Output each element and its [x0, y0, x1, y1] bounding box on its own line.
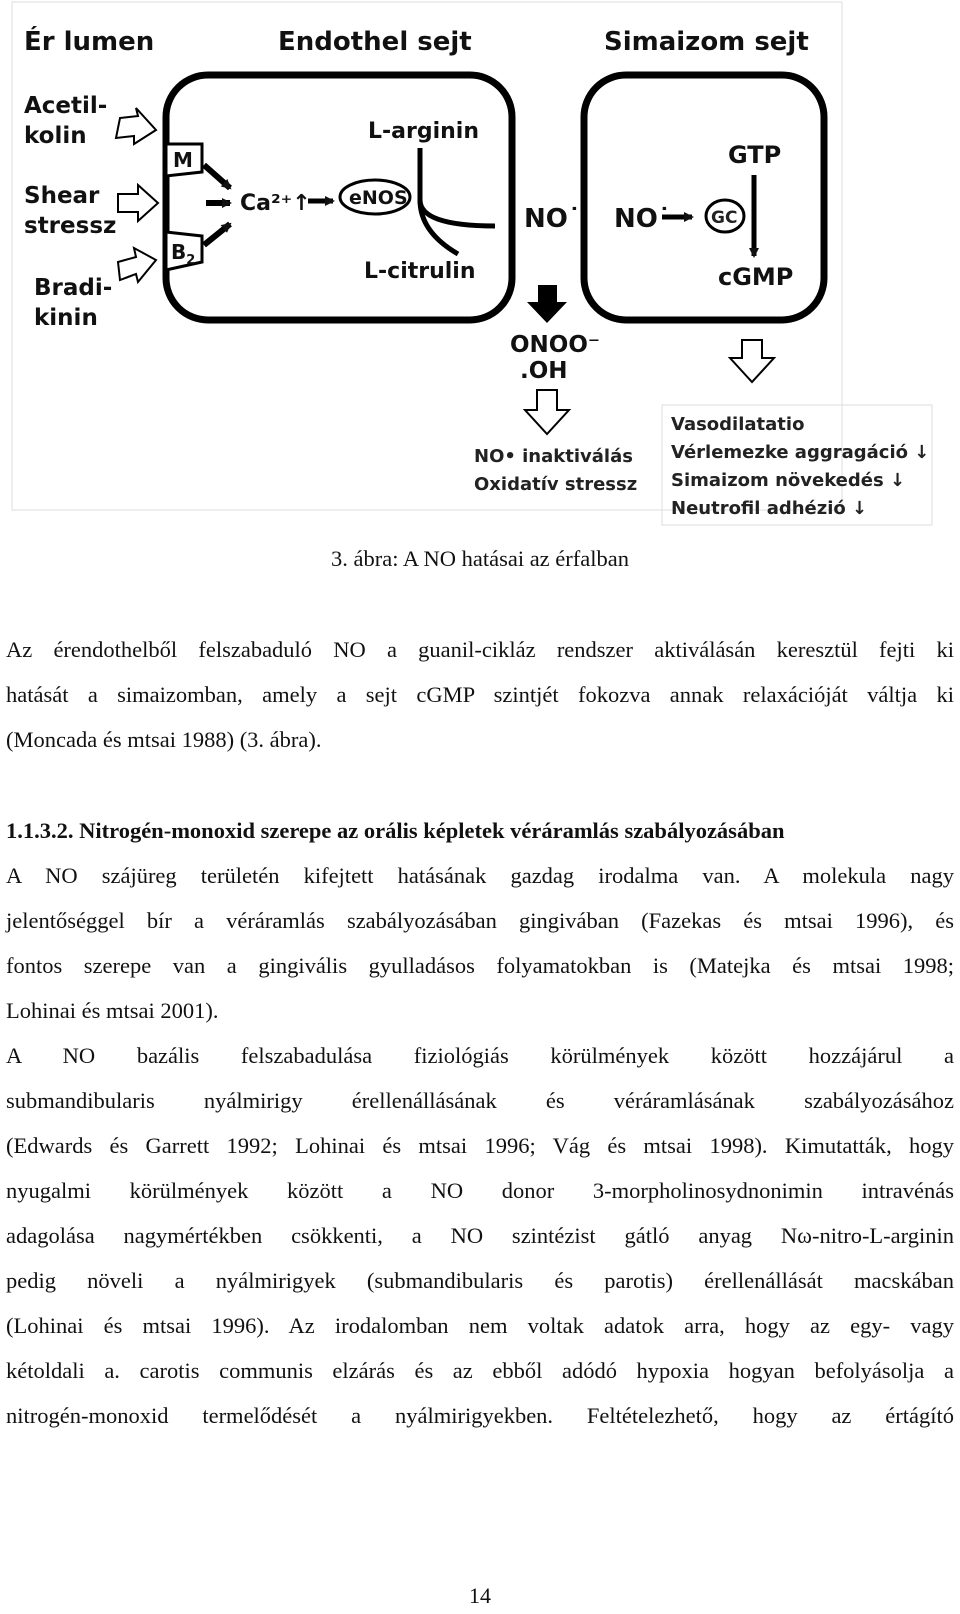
lumen-header: Ér lumen: [24, 27, 155, 57]
consequence-left-1: NO• inaktiválás: [474, 446, 633, 467]
p3-line-5: adagolása nagymértékben csökkenti, a NO szintézist gátló anyag Nω-nitro-L-arginin: [6, 1223, 954, 1248]
section-heading: 1.1.3.2. Nitrogén-monoxid szerepe az orális képletek véráramlás szabályozásában: [6, 818, 785, 843]
figure-caption: 3. ábra: A NO hatásai az érfalban: [331, 546, 629, 571]
stimulus-bradykinin-2: kinin: [34, 305, 98, 331]
consequence-right-4: Neutrofil adhézió ↓: [671, 498, 868, 519]
p3-line-6: pedig növeli a nyálmirigyek (submandibularis és parotis) érellenállását macskában: [6, 1268, 954, 1293]
consequence-right-1: Vasodilatatio: [671, 414, 805, 435]
stimulus-acetylcholine-2: kolin: [24, 123, 87, 149]
endothel-header: Endothel sejt: [278, 27, 472, 57]
consequence-left-2: Oxidatív stressz: [474, 474, 638, 495]
stimulus-acetylcholine-1: Acetil-: [24, 93, 108, 119]
arrow-m-to-ca: [204, 165, 230, 188]
radicals-line2: .OH: [520, 358, 568, 384]
smooth-muscle-header: Simaizom sejt: [604, 27, 809, 57]
p3-line-1: A NO bazális felszabadulása fiziológiás körülmények között hozzájárul a: [6, 1043, 954, 1068]
stimulus-arrows: [116, 108, 158, 282]
hollow-arrow-shear: [118, 185, 158, 221]
p2-line-2: jelentőséggel bír a véráramlás szabályozásában gingivában (Fazekas és mtsai 1996), és: [6, 908, 954, 933]
enos-label: eNOS: [349, 187, 408, 209]
arginine-curve: [420, 148, 458, 254]
gc-label: GC: [711, 208, 738, 228]
no-muscle-label: NO˙: [614, 204, 671, 234]
p3-line-8: kétoldali a. carotis communis elzárás és az ebből adódó hypoxia hogyan befolyásolja a: [6, 1358, 954, 1383]
p1-line-1: Az érendothelből felszabaduló NO a guanil-cikláz rendszer aktiválásán keresztül fejti ki: [6, 637, 954, 662]
p2-line-3: fontos szerepe van a gingivális gyulladásos folyamatokban is (Matejka és mtsai 1998;: [6, 953, 954, 978]
gtp-label: GTP: [728, 141, 782, 169]
figure-diagram: [0, 0, 960, 545]
p2-line-1: A NO szájüreg területén kifejtett hatásának gazdag irodalma van. A molekula nagy: [6, 863, 954, 888]
p3-line-2: submandibularis nyálmirigy érellenállásának és véráramlásának szabályozásához: [6, 1088, 954, 1113]
p3-line-4: nyugalmi körülmények között a NO donor 3-morpholinosydnonimin intravénás: [6, 1178, 954, 1203]
no-endothel-label: NO˙: [524, 204, 581, 234]
p3-line-3: (Edwards és Garrett 1992; Lohinai és mtsai 1996; Vág és mtsai 1998). Kimutatták, hogy: [6, 1133, 954, 1158]
consequence-right-2: Vérlemezke aggragáció ↓: [671, 442, 930, 463]
p3-line-9: nitrogén-monoxid termelődését a nyálmirigyekben. Feltételezhető, hogy az értágító: [6, 1403, 954, 1428]
p1-line-3: (Moncada és mtsai 1988) (3. ábra).: [6, 727, 322, 752]
consequence-right-3: Simaizom növekedés ↓: [671, 470, 906, 491]
stimulus-shear-2: stressz: [24, 213, 117, 239]
cgmp-label: cGMP: [718, 263, 794, 291]
l-arginine-label: L-arginin: [368, 119, 479, 144]
hollow-arrow-radicals: [525, 390, 569, 434]
arginine-to-no-curve: [420, 200, 495, 226]
l-citrulline-label: L-citrulin: [364, 259, 476, 284]
no-effects-figure: [0, 0, 960, 545]
radicals-line1: ONOO⁻: [510, 332, 601, 358]
stimulus-bradykinin-1: Bradi-: [34, 275, 113, 301]
arrow-no-to-radicals: [527, 285, 567, 323]
page-number: 14: [469, 1583, 491, 1608]
p3-line-7: (Lohinai és mtsai 1996). Az irodalomban nem voltak adatok arra, hogy az egy- vagy: [6, 1313, 954, 1338]
p1-line-2: hatását a simaizomban, amely a sejt cGMP szintjét fokozva annak relaxációját váltja ki: [6, 682, 954, 707]
p2-line-4: Lohinai és mtsai 2001).: [6, 998, 219, 1023]
hollow-arrow-cgmp: [730, 340, 774, 382]
arrow-b2-to-ca: [204, 224, 230, 245]
hollow-arrow-bradykinin: [118, 248, 156, 282]
stimulus-shear-1: Shear: [24, 183, 100, 209]
calcium-label: Ca²⁺↑: [240, 191, 311, 216]
receptor-b2-label: $B_2$: [171, 240, 196, 268]
hollow-arrow-acetylcholine: [116, 108, 156, 144]
receptor-m-label: M: [173, 148, 193, 172]
